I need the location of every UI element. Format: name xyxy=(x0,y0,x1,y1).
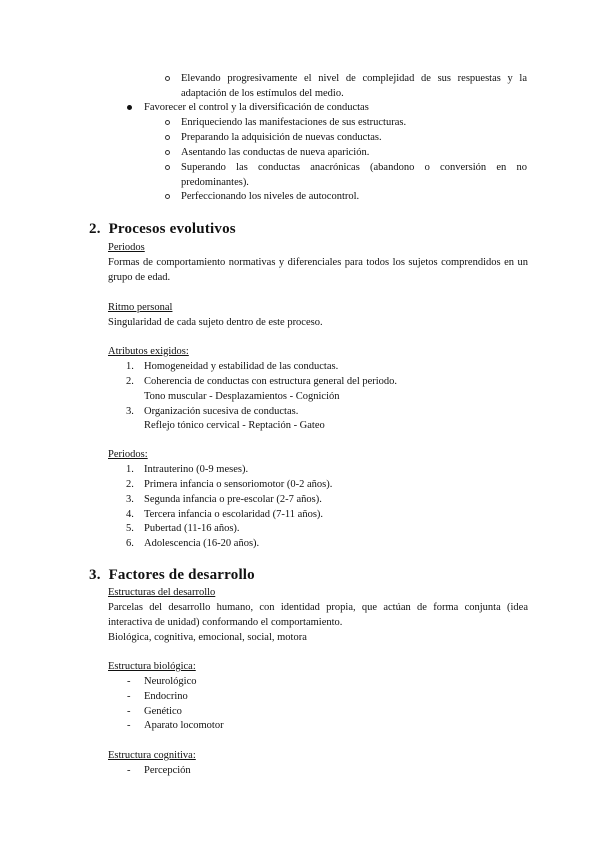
paragraph: Parcelas del desarrollo humano, con identidad propia, que actúan de forma conjunta (idea interactiva de unidad) conformando el comportamiento. xyxy=(108,602,528,628)
section-heading: 2. Procesos evolutivos xyxy=(89,221,236,237)
section-heading: 3. Factores de desarrollo xyxy=(89,567,255,583)
list-number: 6. xyxy=(126,538,134,549)
list-item: Favorecer el control y la diversificación de conductas xyxy=(144,102,369,113)
list-number: 5. xyxy=(126,523,134,534)
list-item: Tercera infancia o escolaridad (7-11 años). xyxy=(144,509,324,520)
list-number: 3. xyxy=(126,494,134,505)
list-number: 4. xyxy=(126,509,134,520)
subheading-periodos-list: Periodos: xyxy=(108,449,148,460)
list-item: Pubertad (11-16 años). xyxy=(144,523,240,534)
list-item: Preparando la adquisición de nuevas conductas. xyxy=(181,132,382,143)
paragraph: Formas de comportamiento normativas y diferenciales para todos los sujetos comprendidos en un grupo de edad. xyxy=(108,257,528,283)
subheading-cognitiva: Estructura cognitiva: xyxy=(108,750,196,761)
list-item: Coherencia de conductas con estructura general del periodo. xyxy=(144,376,398,387)
list-number: 1. xyxy=(126,361,134,372)
circle-bullet-icon xyxy=(165,135,170,140)
list-item: Aparato locomotor xyxy=(144,720,224,731)
list-item: Perfeccionando los niveles de autocontrol. xyxy=(181,191,360,202)
subheading-estructuras: Estructuras del desarrollo xyxy=(108,587,216,598)
subheading-biologica: Estructura biológica: xyxy=(108,661,196,672)
circle-bullet-icon xyxy=(165,150,170,155)
list-item: Asentando las conductas de nueva aparición. xyxy=(181,147,370,158)
list-item: Homogeneidad y estabilidad de las conductas. xyxy=(144,361,339,372)
subheading-periodos: Periodos xyxy=(108,242,145,253)
list-item: Organización sucesiva de conductas. xyxy=(144,406,299,417)
list-item: Genético xyxy=(144,706,182,717)
list-item: Enriqueciendo las manifestaciones de sus estructuras. xyxy=(181,117,407,128)
list-number: 3. xyxy=(126,406,134,417)
bullet-icon xyxy=(127,105,132,110)
list-item: Elevando progresivamente el nivel de complejidad de sus respuestas y la adaptación de los estímulos del medio. xyxy=(181,73,527,99)
list-item: Endocrino xyxy=(144,691,188,702)
list-item: Percepción xyxy=(144,765,191,776)
circle-bullet-icon xyxy=(165,194,170,199)
list-item: Adolescencia (16-20 años). xyxy=(144,538,260,549)
list-item-detail: Reflejo tónico cervical - Reptación - Gateo xyxy=(144,420,325,431)
dash-bullet: - xyxy=(127,720,131,731)
circle-bullet-icon xyxy=(165,165,170,170)
list-number: 2. xyxy=(126,479,134,490)
list-number: 2. xyxy=(126,376,134,387)
subheading-atributos: Atributos exigidos: xyxy=(108,346,189,357)
list-item: Intrauterino (0-9 meses). xyxy=(144,464,249,475)
dash-bullet: - xyxy=(127,691,131,702)
paragraph: Biológica, cognitiva, emocional, social, motora xyxy=(108,632,307,643)
subheading-ritmo: Ritmo personal xyxy=(108,302,173,313)
list-item: Neurológico xyxy=(144,676,197,687)
list-item-detail: Tono muscular - Desplazamientos - Cognición xyxy=(144,391,340,402)
list-item: Segunda infancia o pre-escolar (2-7 años). xyxy=(144,494,322,505)
list-number: 1. xyxy=(126,464,134,475)
dash-bullet: - xyxy=(127,676,131,687)
dash-bullet: - xyxy=(127,765,131,776)
dash-bullet: - xyxy=(127,706,131,717)
list-item: Superando las conductas anacrónicas (abandono o conversión en no predominantes). xyxy=(181,162,527,188)
circle-bullet-icon xyxy=(165,76,170,81)
list-item: Primera infancia o sensoriomotor (0-2 años). xyxy=(144,479,333,490)
paragraph: Singularidad de cada sujeto dentro de este proceso. xyxy=(108,317,323,328)
circle-bullet-icon xyxy=(165,120,170,125)
